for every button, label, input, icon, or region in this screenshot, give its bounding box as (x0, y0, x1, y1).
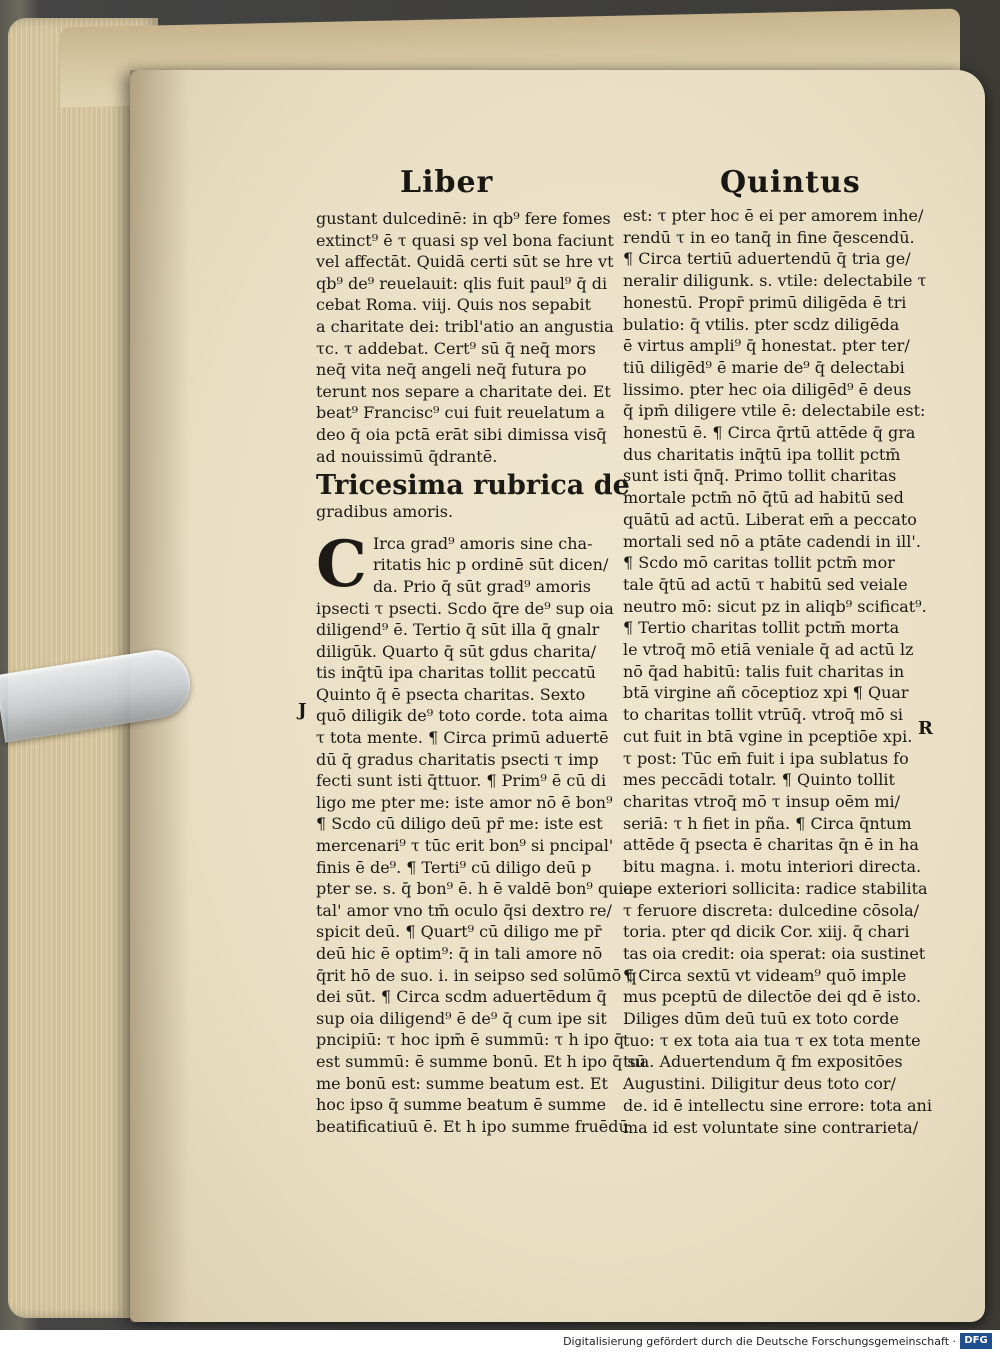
text-line: gustant dulcedinē: in qb⁹ fere fomes (316, 209, 611, 228)
text-line: beat⁹ Francisc⁹ cui fuit reuelatum a (316, 403, 605, 423)
text-line: ad nouissimū q̄drantē. (316, 446, 498, 466)
text-line: extinct⁹ ē τ quasi sp vel bona faciunt (316, 230, 614, 250)
text-line: toria. pter qd dicik Cor. xiij. q̄ chari (623, 922, 910, 942)
text-line: charitas vtroq̄ mō τ insup oēm mi/ (623, 791, 901, 811)
text-line: tuo: τ ex tota aia tua τ ex tota mente (623, 1030, 921, 1050)
text-line: btā virgine añ cōceptioz xpi ¶ Quar (623, 683, 909, 703)
text-line: to charitas tollit vtrūq̄. vtroq̄ mō si (623, 705, 904, 725)
text-line: ¶ Scdo cū diligo deū pr̄ me: iste est (316, 814, 603, 834)
dfg-logo-icon: DFG (960, 1333, 992, 1349)
text-line: me bonū est: summe beatum est. Et (316, 1073, 608, 1093)
text-line: rendū τ in eo tanq̄ in fine q̄escendū. (623, 227, 915, 247)
running-header-left: Liber (400, 165, 494, 200)
funding-notice: Digitalisierung gefördert durch die Deutsche Forschungsgemeinschaft · (563, 1335, 956, 1348)
text-line: tale q̄tū ad actū τ habitū sed veiale (623, 574, 908, 594)
text-line: mes peccādi totalr. ¶ Quinto tollit (623, 770, 895, 790)
text-line: de. id ē intellectu sine errore: tota ani (623, 1095, 932, 1115)
text-line: τ post: Tūc em̄ fuit i ipa sublatus fo (623, 748, 909, 768)
text-line: ipsecti τ psecti. Scdo q̄re de⁹ sup oia (316, 598, 614, 618)
initial-capital: C (316, 526, 367, 602)
text-line: a charitate dei: tribl'atio an angustia (316, 316, 614, 336)
text-line: ¶ Circa tertiū aduertendū q̄ tria ge/ (623, 249, 911, 269)
text-line: bitu magna. i. motu interiori directa. (623, 857, 922, 877)
rubric-subheading: gradibus amoris. (316, 502, 454, 522)
text-line: mortali sed nō a ptāte cadendi in ill'. (623, 531, 921, 551)
text-line: qb⁹ de⁹ reuelauit: qlis fuit paul⁹ q̄ di (316, 273, 608, 293)
margin-note-right: R (918, 718, 933, 739)
text-line: finis ē de⁹. ¶ Terti⁹ cū diligo deū p (316, 857, 592, 877)
text-line: cut fuit in btā vgine in pceptiōe xpi. (623, 726, 913, 746)
text-line: Quinto q̄ ē psecta charitas. Sexto (316, 684, 586, 704)
text-line: quō diligik de⁹ toto corde. tota aima (316, 706, 609, 726)
text-column-left (316, 208, 646, 1137)
text-line: sunt isti q̄nq̄. Primo tollit charitas (623, 466, 897, 486)
text-line: honestū. Propr̄ primū diligēda ē tri (623, 292, 907, 312)
text-line: beatificatiuū ē. Et h ipo summe fruēdū (316, 1116, 629, 1136)
text-line: fecti sunt isti q̄ttuor. ¶ Prim⁹ ē cū di (316, 771, 607, 791)
rubric-heading: Tricesima rubrica de (316, 470, 630, 502)
text-line: mortale pctm̄ nō q̄tū ad habitū sed (623, 488, 904, 508)
running-header-right: Quintus (720, 165, 861, 200)
text-line: Augustini. Diligitur deus toto cor/ (623, 1074, 896, 1094)
text-line: lissimo. pter hec oia diligēd⁹ ē deus (623, 379, 912, 399)
text-line: tua. Aduertendum q̄ fm expositōes (623, 1052, 903, 1072)
text-column-right (623, 205, 932, 1138)
text-line: tis inq̄tū ipa charitas tollit peccatū (316, 663, 596, 683)
text-line: cebat Roma. viij. Quis nos sepabit (316, 295, 592, 315)
margin-note-left: J (298, 700, 307, 721)
text-line: dū q̄ gradus charitatis psecti τ imp (316, 749, 599, 769)
text-line: tiū diligēd⁹ ē marie de⁹ q̄ delectabi (623, 357, 905, 377)
text-line: tas oia credit: oia sperat: oia sustinet (623, 943, 926, 963)
text-line: Diliges dūm deū tuū ex toto corde (623, 1009, 899, 1029)
text-line: neq̄ vita neq̄ angeli neq̄ futura po (316, 360, 587, 380)
text-line: ¶ Tertio charitas tollit pctm̄ morta (623, 618, 900, 638)
text-line: ¶ Circa sextū vt videam⁹ quō imple (623, 965, 907, 985)
text-line: bulatio: q̄ vtilis. pter scdz diligēda (623, 314, 900, 334)
text-line: spicit deū. ¶ Quart⁹ cū diligo me pr̄ (316, 922, 602, 942)
text-line: diligend⁹ ē. Tertio q̄ sūt illa q̄ gnalr (316, 620, 600, 640)
text-line: τ tota mente. ¶ Circa primū aduertē (316, 728, 609, 748)
text-line: attēde q̄ psecta ē charitas q̄n ē in ha (623, 835, 919, 855)
text-line: neralir diligunk. s. vtile: delectabile τ (623, 271, 927, 291)
text-line: dei sūt. ¶ Circa scdm aduertēdum q̄ (316, 987, 607, 1007)
text-line: ritatis hic p ordinē sūt dicen/ (372, 555, 609, 575)
text-line: neutro mō: sicut pz in aliqb⁹ scificat⁹. (623, 596, 927, 616)
text-line: τ feruore discreta: dulcedine cōsola/ (623, 900, 920, 920)
text-line: pter se. s. q̄ bon⁹ ē. h ē valdē bon⁹ quia (316, 879, 634, 899)
text-line: deū hic ē optim⁹: q̄ in tali amore nō (316, 944, 603, 963)
text-line: terunt nos separe a charitate dei. Et (316, 381, 611, 401)
text-line: hoc ipso q̄ summe beatum ē summe (316, 1095, 607, 1115)
text-line: vel affectāt. Quidā certi sūt se hre vt (316, 252, 614, 272)
text-line: sup oia diligend⁹ ē de⁹ q̄ cum ipe sit (316, 1008, 607, 1028)
text-line: mus pceptū de dilectōe dei qd ē isto. (623, 987, 922, 1007)
text-line: q̄rit hō de suo. i. in seipso sed solūmō q̄ (316, 965, 637, 985)
paragraph-body (316, 526, 646, 1138)
text-line: q̄ ipm̄ diligere vtile ē: delectabile est: (623, 401, 926, 421)
text-line: deo q̄ oia pctā erāt sibi dimissa visq̄ (316, 424, 607, 444)
text-line: seriā: τ h fiet in pña. ¶ Circa q̄ntum (623, 813, 912, 833)
text-line: ¶ Scdo mō caritas tollit pctm̄ mor (623, 553, 895, 573)
text-line: ligo me pter me: iste amor nō ē bon⁹ (316, 792, 613, 812)
footer-bar (0, 1330, 1000, 1354)
text-line: tal' amor vno tm̄ oculo q̄si dextro re/ (316, 900, 612, 920)
text-line: est summū: ē summe bonū. Et h ipo q̄ sū (316, 1051, 646, 1071)
text-line: est: τ pter hoc ē ei per amorem inhe/ (623, 206, 924, 225)
text-line: Irca grad⁹ amoris sine cha- (372, 533, 593, 553)
text-line: pncipiū: τ hoc ipm̄ ē summū: τ h ipo q̄ (316, 1030, 625, 1050)
text-line: nō q̄ad habitū: talis fuit charitas in (623, 661, 905, 681)
text-line: diligūk. Quarto q̄ sūt gdus charita/ (316, 641, 597, 661)
text-line: ma id est voluntate sine contrarieta/ (623, 1117, 919, 1137)
text-line: honestū ē. ¶ Circa q̄rtū attēde q̄ gra (623, 423, 916, 443)
paragraph-top (316, 208, 612, 467)
text-line: τc. τ addebat. Cert⁹ sū q̄ neq̄ mors (316, 338, 596, 358)
text-line: quātū ad actū. Liberat em̄ a peccato (623, 509, 917, 529)
text-line: le vtroq̄ mō etiā veniale q̄ ad actū lz (623, 640, 914, 660)
text-line: ope exteriori sollicita: radice stabilita (623, 878, 928, 898)
text-line: da. Prio q̄ sūt grad⁹ amoris (372, 576, 591, 596)
text-line: ē virtus ampli⁹ q̄ honestat. pter ter/ (623, 336, 910, 356)
text-line: dus charitatis inq̄tū ipa tollit pctm̄ (623, 444, 901, 464)
text-line: mercenari⁹ τ tūc erit bon⁹ si pncipal' (316, 836, 614, 856)
